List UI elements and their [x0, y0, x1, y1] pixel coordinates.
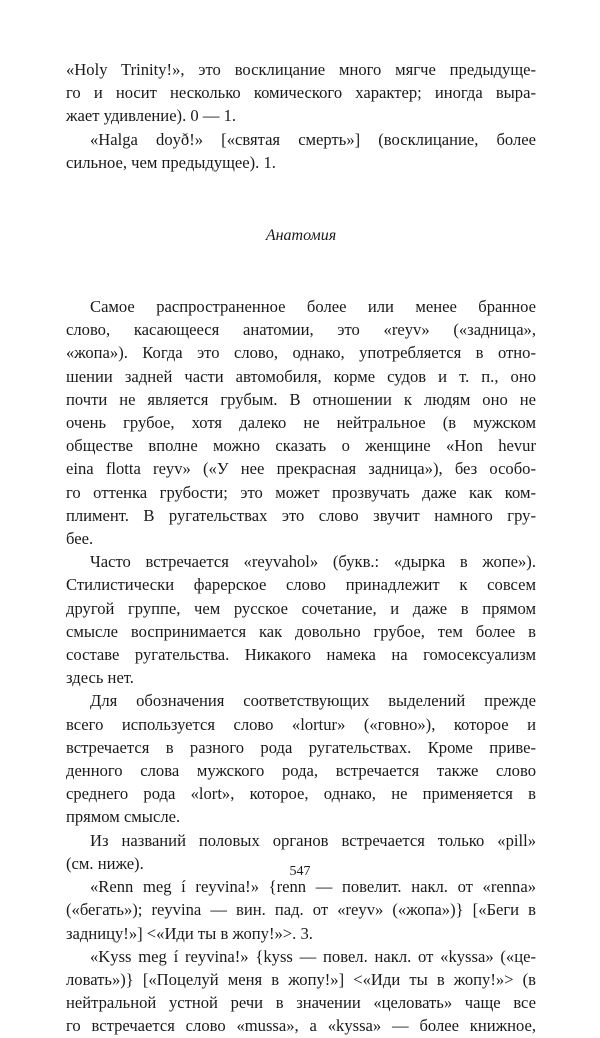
text-line: го встречается слово «mussa», а «kyssa» — более книжное, — [66, 1016, 536, 1036]
text-line: eina flotta reyv» («У нее прекрасная задница»), без особо- — [66, 459, 536, 479]
text-line: очень грубое, хотя далеко не нейтральное (в мужском — [66, 413, 536, 433]
text-line: го и носит несколько комического характер; иногда выра- — [66, 83, 536, 103]
text-line: Часто встречается «reyvahol» (букв.: «дырка в жопе»). — [90, 552, 536, 572]
text-line: («бегать»); reyvina — вин. пад. от «reyv» («жопа»)} [«Беги в — [66, 900, 536, 920]
text-line: почти не является грубым. В отношении к людям оно не — [66, 389, 536, 409]
text-line: прямом смысле. — [66, 807, 181, 827]
page-body — [66, 58, 536, 1038]
text-line: здесь нет. — [66, 668, 134, 688]
text-line: «Halga doyð!» [«святая смерть»] (восклицание, более — [90, 129, 536, 149]
paragraph-lortur — [66, 689, 536, 828]
text-line: задницу!»] <«Иди ты в жопу!»>. 3. — [66, 923, 313, 943]
text-line: Самое распространенное более или менее бранное — [90, 297, 536, 317]
text-line: другой группе, чем русское сочетание, и даже в прямом — [66, 598, 536, 618]
text-line: «жопа»). Когда это слово, однако, употребляется в отно- — [66, 343, 536, 363]
text-line: жает удивление). 0 — 1. — [66, 106, 237, 126]
text-line: среднего рода «lort», которое, однако, не применяется в — [66, 784, 536, 804]
text-line: обществе вполне можно сказать о женщине «Hon hevur — [66, 436, 536, 456]
paragraph-reyvahol — [66, 550, 536, 689]
text-line: «Renn meg í reyvina!» {renn — повелит. накл. от «renna» — [90, 877, 536, 897]
text-line: Из названий половых органов встречается только «pill» — [90, 830, 536, 850]
page-number: 547 — [289, 864, 311, 879]
paragraph-kyss-meg — [66, 945, 536, 1038]
text-line: встречается в разного рода ругательствах. Кроме приве- — [66, 737, 536, 757]
text-line: слово, касающееся анатомии, это «reyv» («задница», — [66, 320, 536, 340]
text-line: бее. — [66, 529, 94, 549]
text-line: смысле воспринимается как довольно грубое, тем более в — [66, 621, 536, 641]
text-line: нейтральной устной речи в значении «целовать» чаще все — [66, 993, 536, 1013]
text-line: плимент. В ругательствах это слово звучит намного гру- — [66, 505, 536, 525]
text-line: шении задней части автомобиля, корме судов и т. п., оно — [66, 366, 536, 386]
text-line: «Holy Trinity!», это восклицание много мягче предыдуще- — [66, 60, 536, 79]
text-line: «Kyss meg í reyvina!» {kyss — повел. накл. от «kyssa» («це- — [90, 946, 536, 966]
text-line: (см. ниже). — [66, 853, 144, 873]
text-line: составе ругательства. Никакого намека на гомосексуализм — [66, 645, 536, 665]
text-line: Стилистически фарерское слово принадлежит к совсем — [66, 575, 536, 595]
paragraph-renn-meg — [66, 875, 536, 945]
text-line: Для обозначения соответствующих выделений прежде — [90, 691, 536, 711]
text-line: ловать»)} [«Поцелуй меня в жопу!»] <«Иди ты в жопу!»> (в — [66, 969, 536, 989]
text-line: сильное, чем предыдущее). 1. — [66, 152, 276, 172]
section-heading: Анатомия — [265, 227, 337, 245]
paragraph-reyv — [66, 295, 536, 550]
text-line: денного слова мужского рода, встречается также слово — [66, 761, 536, 781]
paragraph-halga-doyd — [66, 128, 536, 174]
paragraph-holy-trinity — [66, 58, 536, 128]
text-line: всего используется слово «lortur» («говно»), которое и — [66, 714, 536, 734]
text-line: го оттенка грубости; это может прозвучать даже как ком- — [66, 482, 536, 502]
